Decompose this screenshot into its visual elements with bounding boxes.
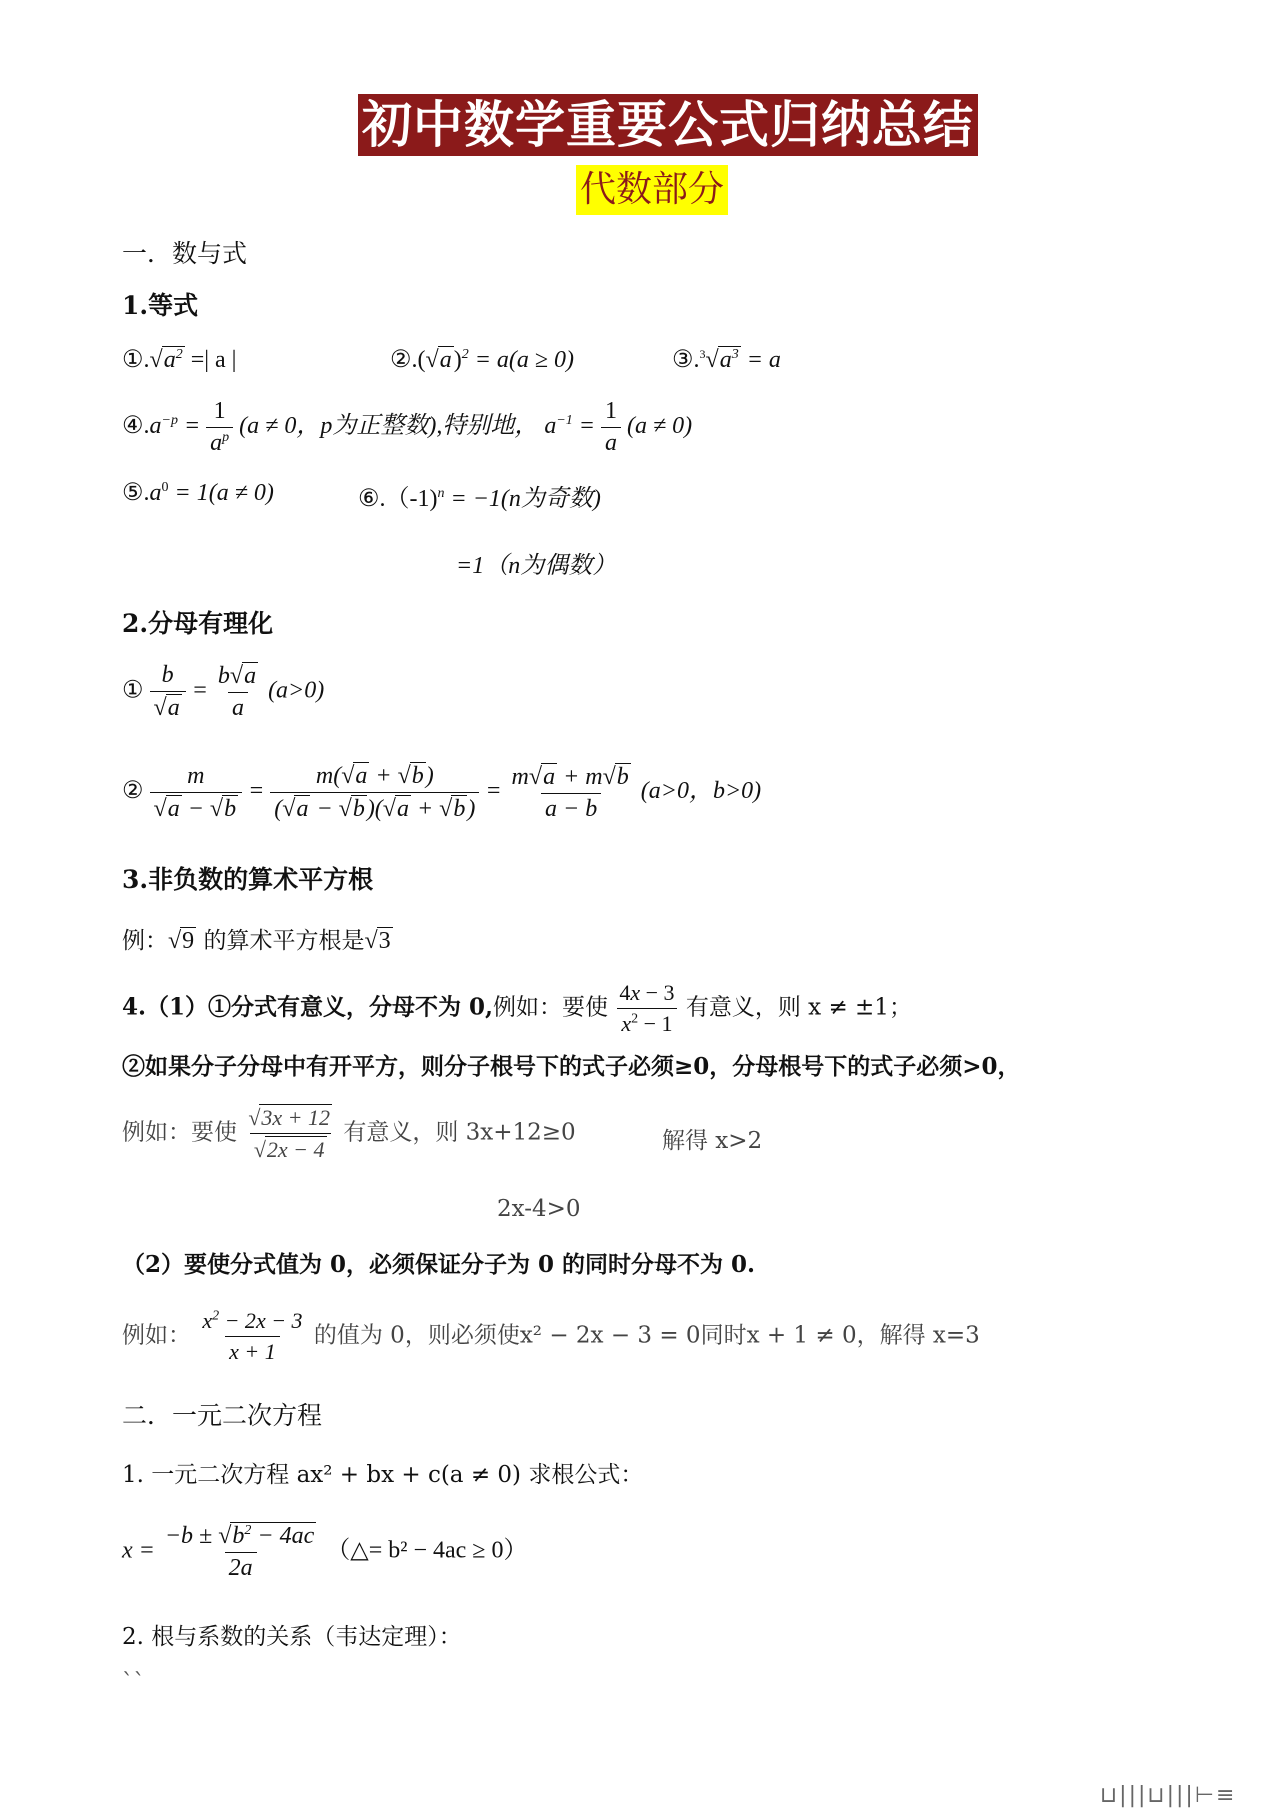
corner-watermark: ⊔|||⊔|||⊢≡ (1100, 1783, 1237, 1808)
rationalize-2-condition: (a>0，b>0) (640, 778, 762, 805)
section-heading-1: 一．数与式 (122, 239, 248, 268)
example-root-fraction-cond-2: 2x-4>0 (497, 1196, 581, 1222)
example-label: 例： (122, 928, 168, 954)
section-heading-2: 二．一元二次方程 (122, 1401, 323, 1430)
rule-4-heading: 4.（1）①分式有意义，分母不为 0, (122, 993, 494, 1021)
rationalize-2-label: ② (122, 778, 144, 805)
rationalize-formula-1: ① $\frac{b}{√a}$ = $\frac{b√a}{a}$ (a>0) (122, 662, 325, 721)
subheading-rationalization: 2.分母有理化 (122, 609, 274, 638)
formula-3-rhs: = a (746, 347, 781, 373)
page-title: 初中数学重要公式归纳总结 (358, 94, 978, 156)
formula-3-label: ③. (672, 347, 700, 373)
formula-1: $①.√a^2$ =| a | (122, 347, 237, 373)
quadratic-formula-condition: （△= b² − 4ac ≥ 0） (326, 1537, 528, 1564)
formula-2: $②.(√a)^2 = a(a \ge 0)$ (390, 347, 575, 373)
trailing-mark: `` (122, 1670, 145, 1696)
rationalize-1-condition: (a>0) (268, 677, 325, 704)
example-fraction-zero: 例如： $\frac{x^2 - 2x - 3}{x + 1}$ 的值为 0，则必须使x² − 2x − 3 = 0同时x + 1 ≠ 0，解得 x=3 (122, 1308, 980, 1364)
subheading-equalities: 1.等式 (122, 291, 199, 320)
example-root-fraction-solution: 解得 x>2 (662, 1128, 763, 1154)
formula-6: ⑥.（-1)$^n$ = −1(n为奇数) (358, 486, 601, 512)
rule-square-root-fraction: ②如果分子分母中有开平方，则分子根号下的式子必须≥0，分母根号下的式子必须>0， (122, 1053, 1021, 1080)
page-subtitle: 代数部分 (576, 165, 728, 215)
quadratic-formula: x = $\frac{-b \pm √b^2 - 4ac}{2a}$ （△= b² − 4ac ≥ 0） (122, 1523, 528, 1581)
rule-4-example-result: 有意义，则 x ≠ ±1； (685, 994, 912, 1021)
formula-2-label: ②. (390, 347, 418, 373)
example-root-fraction: 例如：要使 $\frac{√3x + 12}{√2x - 4}$ 有意义，则 3x+12≥0 (122, 1105, 576, 1162)
formula-1-label: ①. (122, 347, 150, 373)
formula-2-rhs: = a(a ≥ 0) (474, 347, 575, 373)
formula-4-label: ④. (122, 413, 150, 440)
example-root-fraction-label: 例如：要使 (122, 1119, 237, 1146)
formula-5-rhs: = 1(a ≠ 0) (174, 480, 274, 506)
example-root-fraction-cond: 有意义，则 3x+12≥0 (343, 1119, 576, 1146)
formula-6-label: ⑥.（-1) (358, 486, 438, 512)
vieta-heading: 2. 根与系数的关系（韦达定理）： (122, 1624, 462, 1650)
formula-6-rhs: = −1(n为奇数) (450, 486, 601, 512)
formula-1-rhs: =| a | (190, 347, 237, 373)
rule-4-example-label: 例如：要使 (493, 994, 609, 1021)
quadratic-formula-heading: 1. 一元二次方程 ax² + bx + c(a ≠ 0) 求根公式： (122, 1462, 644, 1488)
formula-5: $⑤.a^0 = 1(a \ne 0)$ (122, 480, 274, 506)
example-fraction-zero-label: 例如： (122, 1322, 191, 1349)
rule-fraction-meaningful: 4.（1）①分式有意义，分母不为 0,例如：要使 $\frac{4x - 3}{x^2 - 1}$ 有意义，则 x ≠ ±1； (122, 980, 912, 1036)
formula-4: $④.a^{-p}$ = $\frac{1}{a^p}$ (a ≠ 0，p为正整数),特别地， $a^{-1}$ = $\frac{1}{a}$ (a ≠ 0) (122, 398, 693, 456)
rationalize-1-label: ① (122, 677, 144, 704)
subheading-square-root: 3.非负数的算术平方根 (122, 865, 374, 894)
formula-4-condition: (a ≠ 0，p为正整数),特别地， (239, 413, 539, 440)
formula-5-label: ⑤. (122, 480, 150, 506)
formula-4-condition-2: (a ≠ 0) (626, 413, 693, 440)
rule-fraction-zero: （2）要使分式值为 0，必须保证分子为 0 的同时分母不为 0. (122, 1251, 756, 1278)
example-text: 的算术平方根是 (203, 928, 365, 954)
rationalize-formula-2: ② $\frac{m}{√a - √b}$ = $\frac{m(√a + √b)}{(√a - √b)(√a + √b)}$ = $\frac{m√a + m√b}{a - b}$ (a>0，b>0) (122, 762, 762, 822)
formula-6-even: =1（n为偶数） (456, 553, 617, 579)
example-fraction-zero-text: 的值为 0，则必须使x² − 2x − 3 = 0同时x + 1 ≠ 0，解得 x=3 (313, 1322, 980, 1349)
formula-3: $③.^3√a^3 = a$ (672, 347, 781, 373)
example-square-root: 例：√9 的算术平方根是√3 (122, 928, 391, 954)
